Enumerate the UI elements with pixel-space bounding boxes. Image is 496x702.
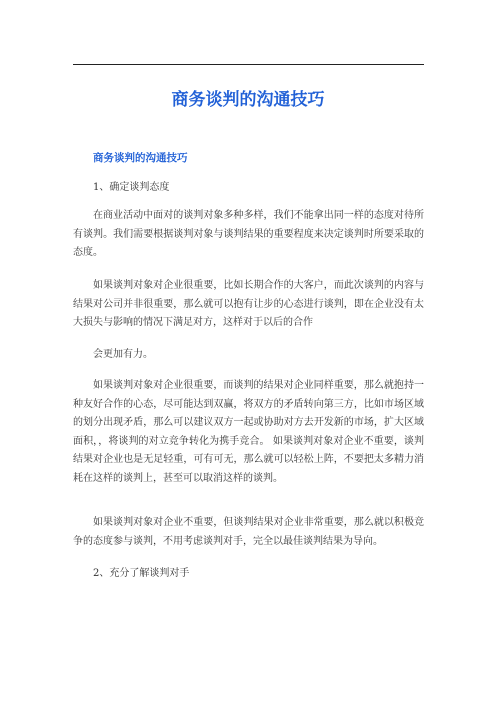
section-heading-2: 2、充分了解谈判对手	[93, 568, 190, 579]
document-subtitle: 商务谈判的沟通技巧	[93, 152, 188, 164]
paragraph-4: 如果谈判对象对企业很重要，而谈判的结果对企业同样重要，那么就抱持一种友好合作的心态，尽可能达到双赢，将双方的矛盾转向第三方，比如市场区域的划分出现矛盾，那么可以建议双方一起或协助对方去开发新的市场，扩大区域面积，，将谈判的对立竞争转化为携手竞合。 如果谈判对象对企业不重要，谈判结果对企业也是无足轻重，可有可无，那么就可以轻松上阵，不要把太多精力消耗在这样的谈判上，甚至可以取消这样的谈判。	[73, 380, 424, 484]
document-title: 商务谈判的沟通技巧	[171, 90, 325, 110]
paragraph-5: 如果谈判对象对企业不重要，但谈判结果对企业非常重要，那么就以积极竞争的态度参与谈判，不用考虑谈判对手，完全以最佳谈判结果为导向。	[73, 517, 424, 547]
top-rule	[73, 64, 424, 65]
section-heading-1: 1、确定谈判态度	[93, 182, 170, 193]
paragraph-3: 会更加有力。	[93, 349, 153, 360]
paragraph-1: 在商业活动中面对的谈判对象多种多样，我们不能拿出同一样的态度对待所有谈判。我们需要根据谈判对象与谈判结果的重要程度来决定谈判时所要采取的态度。	[73, 210, 424, 258]
paragraph-2: 如果谈判对象对企业很重要，比如长期合作的大客户，而此次谈判的内容与结果对公司并非很重要，那么就可以抱有让步的心态进行谈判，即在企业没有太大损失与影响的情况下满足对方，这样对于以后的合作	[73, 280, 424, 328]
